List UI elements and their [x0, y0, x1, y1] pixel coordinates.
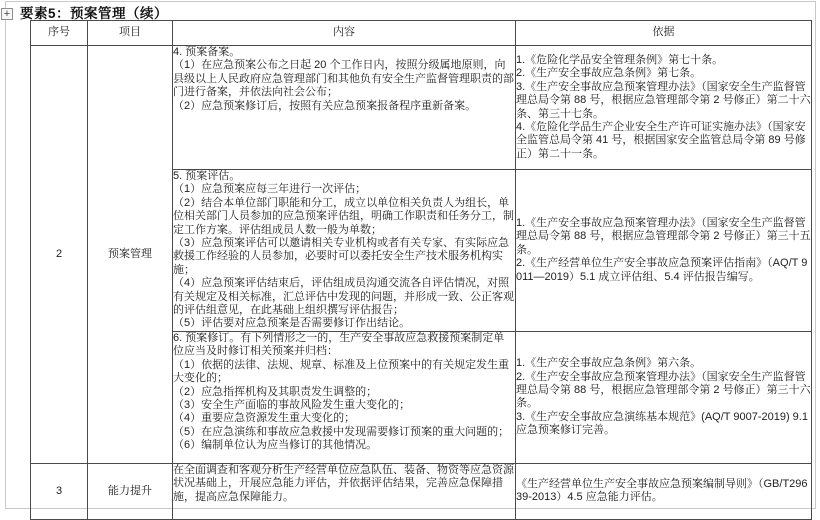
- column-header-basis: 依据: [516, 21, 812, 46]
- seq-cell: 3: [31, 463, 88, 519]
- basis-item: 1.《生产安全事故应急预案管理办法》（国家安全生产监督管理总局令第 88 号，根据应急管理部令第 2 号修正）第三十五条。: [516, 216, 811, 256]
- content-paragraph: （2）应急预案修订后，按照有关应急预案报备程序重新备案。: [173, 99, 477, 112]
- basis-cell: [516, 170, 812, 332]
- content-paragraph: （2）结合本单位部门职能和分工，成立以单位相关负责人为组长，单位相关部门人员参加的应急预案评估组，明确工作职责和任务分工，制定工作方案。评估组成员人数一般为单数；: [173, 196, 514, 236]
- content-paragraph: 6. 预案修订。有下列情形之一的，生产安全事故应急救援预案制定单位应当及时修订相关预案并归档：: [173, 331, 505, 358]
- content-paragraph: （3）安全生产面临的事故风险发生重大变化的；: [173, 398, 411, 411]
- content-paragraph: （5）在应急演练和事故应急救援中发现需要修订预案的重大问题的；: [173, 425, 510, 438]
- content-paragraph: （2）应急指挥机构及其职责发生调整的；: [173, 385, 378, 398]
- content-paragraph: （4）重要应急资源发生重大变化的；: [173, 412, 356, 425]
- table-row: [31, 46, 812, 170]
- basis-item: 4.《危险化学品生产企业安全生产许可证实施办法》（国家安全监管总局令第 41 号，根据国家安全监管总局令第 89 号修正）第二十一条。: [516, 120, 806, 160]
- basis-item: 1.《危险化学品安全管理条例》第七十条。: [516, 53, 724, 66]
- content-paragraph: 5. 预案评估。: [173, 170, 241, 182]
- item-cell: 能力提升: [88, 463, 173, 519]
- content-cell: [173, 463, 516, 519]
- outline-expand-icon[interactable]: +: [1, 8, 13, 20]
- page-title: 要素5：预案管理（续）: [20, 6, 169, 21]
- content-paragraph: 在全面调查和客观分析生产经营单位应急队伍、装备、物资等应急资源状况基础上，开展应急能力评估，并依据评估结果，完善应急保障措施，提高应急保障能力。: [173, 463, 514, 503]
- content-paragraph: （1）依据的法律、法规、规章、标准及上位预案中的有关规定发生重大变化的；: [173, 358, 510, 385]
- basis-item: 2.《生产安全事故应急条例》第七条。: [516, 67, 702, 80]
- content-cell: [173, 46, 516, 170]
- content-paragraph: 4. 预案备案。: [173, 46, 241, 58]
- content-cell: [173, 331, 516, 463]
- content-paragraph: （5）评估要对应急预案是否需要修订作出结论。: [173, 317, 411, 330]
- basis-cell: [516, 46, 812, 170]
- content-paragraph: （6）编制单位认为应当修订的其他情况。: [173, 439, 378, 452]
- plan-management-table: [30, 20, 812, 520]
- basis-cell: [516, 463, 812, 519]
- seq-cell: 2: [31, 46, 88, 464]
- column-header-item: 项目: [88, 21, 173, 46]
- column-header-content: 内容: [173, 21, 516, 46]
- basis-item: 《生产经营单位生产安全事故应急预案编制导则》（GB/T29639-2013）4.5 应急能力评估。: [516, 477, 808, 504]
- content-paragraph: （4）应急预案评估结束后，评估组成员沟通交流各自评估情况，对照有关规定及相关标准，汇总评估中发现的问题，并形成一致、公正客观的评估组意见，在此基础上组织撰写评估报告；: [173, 277, 514, 317]
- basis-item: 1.《生产安全事故应急条例》第六条。: [516, 357, 702, 370]
- content-paragraph: （1）在应急预案公布之日起 20 个工作日内，按照分级属地原则，向县级以上人民政府应急管理部门和其他负有安全生产监督管理职责的部门进行备案，并依法向社会公布；: [173, 59, 514, 99]
- item-cell: 预案管理: [88, 46, 173, 464]
- basis-item: 2.《生产安全事故应急预案管理办法》（国家安全生产监督管理总局令第 88 号，根据应急管理部令第 2 号修正）第三十六条。: [516, 370, 811, 410]
- basis-item: 3.《生产安全事故应急预案管理办法》（国家安全生产监督管理总局令第 88 号，根据应急管理部令第 2 号修正）第二十六条、第三十七条。: [516, 80, 811, 120]
- basis-item: 3.《生产安全事故应急演练基本规范》(AQ/T 9007-2019) 9.1 应急预案修订完善。: [516, 410, 808, 437]
- content-paragraph: （3）应急预案评估可以邀请相关专业机构或者有关专家、有实际应急救援工作经验的人员参加，必要时可以委托安全生产技术服务机构实施；: [173, 237, 510, 276]
- content-cell: [173, 170, 516, 332]
- basis-item: 2.《生产经营单位生产安全事故应急预案评估指南》（AQ/T 9011—2019）5.1 成立评估组、5.4 评估报告编写。: [516, 257, 808, 283]
- content-paragraph: （1）应急预案应每三年进行一次评估；: [173, 183, 367, 196]
- table-header-row: [31, 21, 812, 46]
- column-header-seq: 序号: [31, 21, 88, 46]
- table-row: [31, 463, 812, 519]
- basis-cell: [516, 331, 812, 463]
